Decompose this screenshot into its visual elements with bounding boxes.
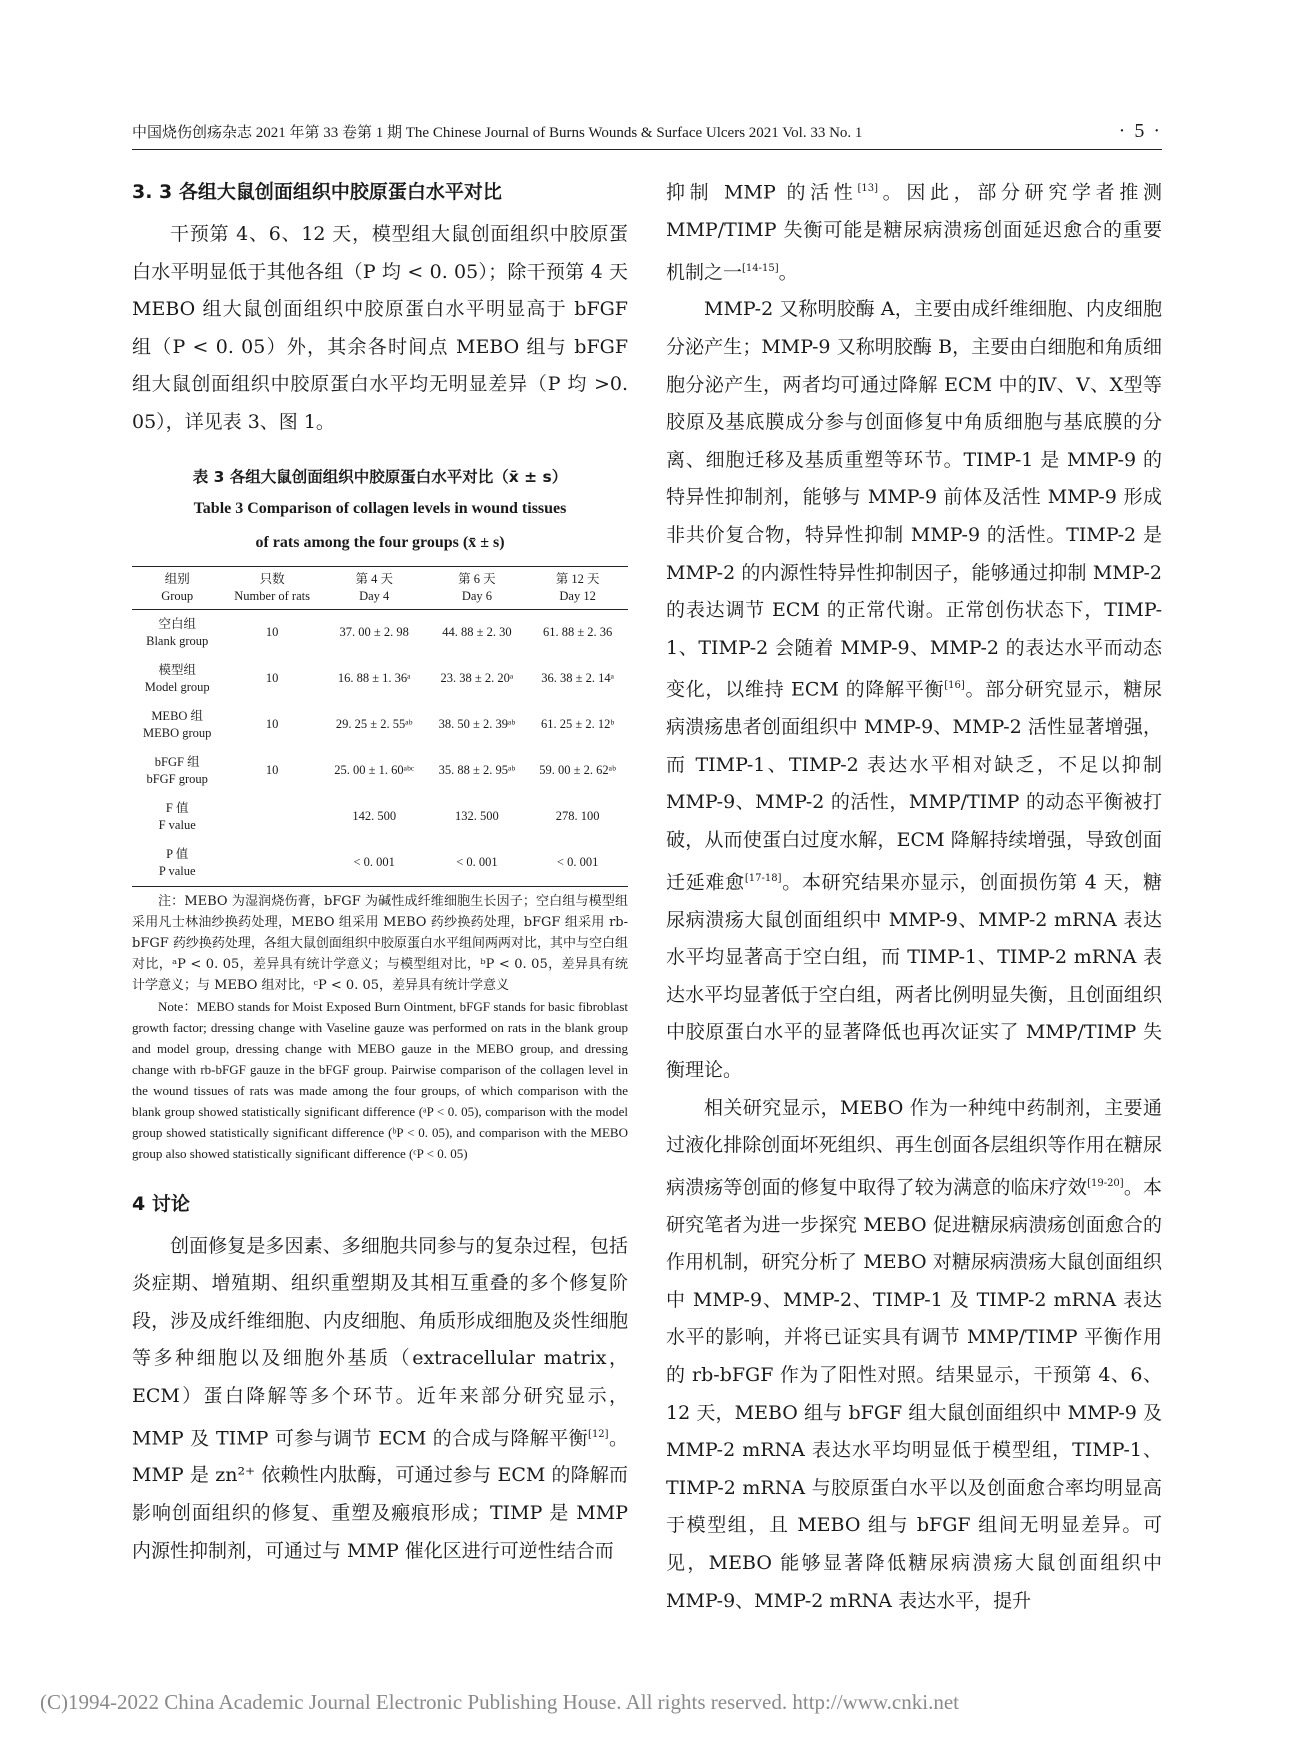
table-caption-en-2: of rats among the four groups (x̄ ± s) [255,533,505,551]
table-cell: 25. 00 ± 1. 60ᵃᵇᶜ [334,763,415,778]
citation: [17-18] [744,872,782,884]
table-cell: 23. 38 ± 2. 20ᵃ [440,671,514,686]
discussion-paragraph-continued: 抑制 MMP 的活性[13]。因此，部分研究学者推测 MMP/TIMP 失衡可能是糖尿病溃疡创面延迟愈合的重要机制之一[14-15]。 [666,181,1162,283]
table-cell: 35. 88 ± 2. 95ᵃᵇ [438,763,516,778]
citation: [13] [857,183,878,194]
table-note-cn: 注：MEBO 为湿润烧伤膏，bFGF 为碱性成纤维细胞生长因子；空白组与模型组采用凡士林油纱换药处理，MEBO 组采用 MEBO 药纱换药处理，bFGF 组采用 rb-bFGF 药纱换药处理，各组大鼠创面组织中胶原蛋白水平组间两两对比，其中与空白组对比，ᵃP < 0. 05，差异具有统计学意义；与模型组对比，ᵇP < 0. 05，差异具有统计学意义；与 MEBO 组对比，ᶜP < 0. 05，差异具有统计学意义 [132,893,628,993]
table-cell-group: bFGF 组 bFGF group [146,754,208,786]
table-cell-group: MEBO 组 MEBO group [142,708,212,740]
table-caption-en-1: Table 3 Comparison of collagen levels in wound tissues [193,499,567,517]
table-cell: 16. 88 ± 1. 36ᵃ [337,671,411,686]
table-cell: 61. 25 ± 2. 12ᵇ [541,717,615,732]
table-cell: 38. 50 ± 2. 39ᵃᵇ [438,717,516,732]
table-cell-group: P 值 P value [132,840,222,887]
table-header-cell: 第 6 天 Day 6 [427,566,528,609]
table-cell: 44. 88 ± 2. 30 [442,625,512,640]
discussion-paragraph-1: 创面修复是多因素、多细胞共同参与的复杂过程，包括炎症期、增殖期、组织重塑期及其相互重叠的多个修复阶段，涉及成纤维细胞、内皮细胞、角质形成细胞及炎性细胞等多种细胞以及细胞外基质（extracellular matrix，ECM）蛋白降解等多个环节。近年来部分研究显示，MMP 及 TIMP 可参与调节 ECM 的合成与降解平衡[12]。MMP 是 zn²⁺ 依赖性内肽酶，可通过参与 ECM 的降解而影响创面组织的修复、重塑及瘢痕形成；TIMP 是 MMP 内源性抑制剂，可通过与 MMP 催化区进行可逆性结合而 [132,1234,628,1562]
left-column [132,170,628,1570]
right-column [666,170,1162,1620]
table-cell [222,794,321,840]
table-cell: 278. 100 [555,809,600,824]
table-row [132,794,628,840]
section-3-3-paragraph: 干预第 4、6、12 天，模型组大鼠创面组织中胶原蛋白水平明显低于其他各组（P 均 < 0. 05）；除干预第 4 天 MEBO 组大鼠创面组织中胶原蛋白水平明显高于 bFGF 组（P < 0. 05）外，其余各时间点 MEBO 组与 bFGF 组大鼠创面组织中胶原蛋白水平均无明显差异（P 均 >0. 05），详见表 3、图 1。 [132,223,628,433]
table-row [132,840,628,887]
table-cell: < 0. 001 [322,840,427,887]
table-cell [222,840,321,887]
table-cell: 142. 500 [352,809,397,824]
table-note-en: Note：MEBO stands for Moist Exposed Burn Ointment, bFGF stands for basic fibroblast growth factor; dressing change with Vaseline gauze was performed on rats in the blank group and model group, dressing change with MEBO gauze in the MEBO group, and dressing change with rb-bFGF gauze in the bFGF group. Pairwise comparison of the collagen level in the wound tissues of rats was made among the four groups, of which comparison with the blank group showed statistically significant difference (ᵃP < 0. 05), comparison with the model group showed statistically significant difference (ᵇP < 0. 05), and comparison with the MEBO group also showed statistically significant difference (ᶜP < 0. 05) [132,998,628,1161]
table-cell: 37. 00 ± 2. 98 [339,625,409,640]
citation: [12] [588,1428,609,1440]
table-cell: 36. 38 ± 2. 14ᵃ [541,671,615,686]
copyright-footer: (C)1994-2022 China Academic Journal Electronic Publishing House. All rights reserved. http://www.cnki.net [40,1690,959,1714]
table-cell-group: F 值 F value [158,800,196,832]
running-head [132,120,1162,150]
table-cell: 29. 25 ± 2. 55ᵃᵇ [335,717,413,732]
collagen-table [132,566,628,887]
page-number: · 5 · [1118,120,1162,142]
journal-header: 中国烧伤创疡杂志 2021 年第 33 卷第 1 期 The Chinese Journal of Burns Wounds & Surface Ulcers 2021 Vol. 33 No. 1 [132,125,863,141]
table-cell: 10 [265,717,279,732]
table-header-cell: 第 4 天 Day 4 [322,566,427,609]
table-header-row [132,566,628,609]
table-cell: 10 [265,763,279,778]
table-cell-group: 空白组 Blank group [146,616,209,648]
table-cell: 10 [265,625,279,640]
table-cell: 10 [265,671,279,686]
table-header-cell: 组别 Group [132,566,222,609]
table-caption-cn: 表 3 各组大鼠创面组织中胶原蛋白水平对比（x̄ ± s） [192,467,568,486]
table-row [132,702,628,748]
table-cell: < 0. 001 [427,840,528,887]
citation: [14-15] [742,262,779,274]
table-cell: 59. 00 ± 2. 62ᵃᵇ [539,763,616,778]
table-cell-group: 模型组 Model group [144,662,210,694]
citation: [19-20] [1087,1177,1124,1189]
discussion-paragraph-2: MMP-2 又称明胶酶 A，主要由成纤维细胞、内皮细胞分泌产生；MMP-9 又称明胶酶 B，主要由白细胞和角质细胞分泌产生，两者均可通过降解 ECM 中的Ⅳ、Ⅴ、Ⅹ型等胶原及基底膜成分参与创面修复中角质细胞与基底膜的分离、细胞迁移及基质重塑等环节。TIMP-1 是 MMP-9 的特异性抑制剂，能够与 MMP-9 前体及活性 MMP-9 形成非共价复合物，特异性抑制 MMP-9 的活性。TIMP-2 是 MMP-2 的内源性特异性抑制因子，能够通过抑制 MMP-2 的表达调节 ECM 的正常代谢。正常创伤状态下，TIMP-1、TIMP-2 会随着 MMP-9、MMP-2 的表达水平而动态变化，以维持 ECM 的降解平衡[16]。部分研究显示，糖尿病溃疡患者创面组织中 MMP-9、MMP-2 活性显著增强，而 TIMP-1、TIMP-2 表达水平相对缺乏，不足以抑制 MMP-9、MMP-2 的活性，MMP/TIMP 的动态平衡被打破，从而使蛋白过度水解，ECM 降解持续增强，导致创面迁延难愈[17-18]。本研究结果亦显示，创面损伤第 4 天，糖尿病溃疡大鼠创面组织中 MMP-9、MMP-2 mRNA 表达水平均显著高于空白组，而 TIMP-1、TIMP-2 mRNA 表达水平均显著低于空白组，两者比例明显失衡，且创面组织中胶原蛋白水平的显著降低也再次证实了 MMP/TIMP 失衡理论。 [666,298,1162,1081]
section-4-title: 4 讨论 [132,1192,190,1215]
citation: [16] [944,680,965,692]
section-3-3-title: 3. 3 各组大鼠创面组织中胶原蛋白水平对比 [132,181,502,203]
table-header-cell: 只数 Number of rats [222,566,321,609]
discussion-paragraph-3: 相关研究显示，MEBO 作为一种纯中药制剂，主要通过液化排除创面坏死组织、再生创面各层组织等作用在糖尿病溃疡等创面的修复中取得了较为满意的临床疗效[19-20]。本研究笔者为进一步探究 MEBO 促进糖尿病溃疡创面愈合的作用机制，研究分析了 MEBO 对糖尿病溃疡大鼠创面组织中 MMP-9、MMP-2、TIMP-1 及 TIMP-2 mRNA 表达水平的影响，并将已证实具有调节 MMP/TIMP 平衡作用的 rb-bFGF 作为了阳性对照。结果显示，干预第 4、6、12 天，MEBO 组与 bFGF 组大鼠创面组织中 MMP-9 及 MMP-2 mRNA 表达水平均明显低于模型组，TIMP-1、TIMP-2 mRNA 与胶原蛋白水平以及创面愈合率均明显高于模型组，且 MEBO 组与 bFGF 组间无明显差异。可见，MEBO 能够显著降低糖尿病溃疡大鼠创面组织中 MMP-9、MMP-2 mRNA 表达水平，提升 [666,1096,1162,1612]
table-cell: < 0. 001 [527,840,628,887]
table-header-cell: 第 12 天 Day 12 [527,566,628,609]
table-cell: 61. 88 ± 2. 36 [542,625,613,640]
table-row [132,609,628,656]
table-row [132,748,628,794]
table-row [132,656,628,702]
table-cell: 132. 500 [455,809,499,824]
